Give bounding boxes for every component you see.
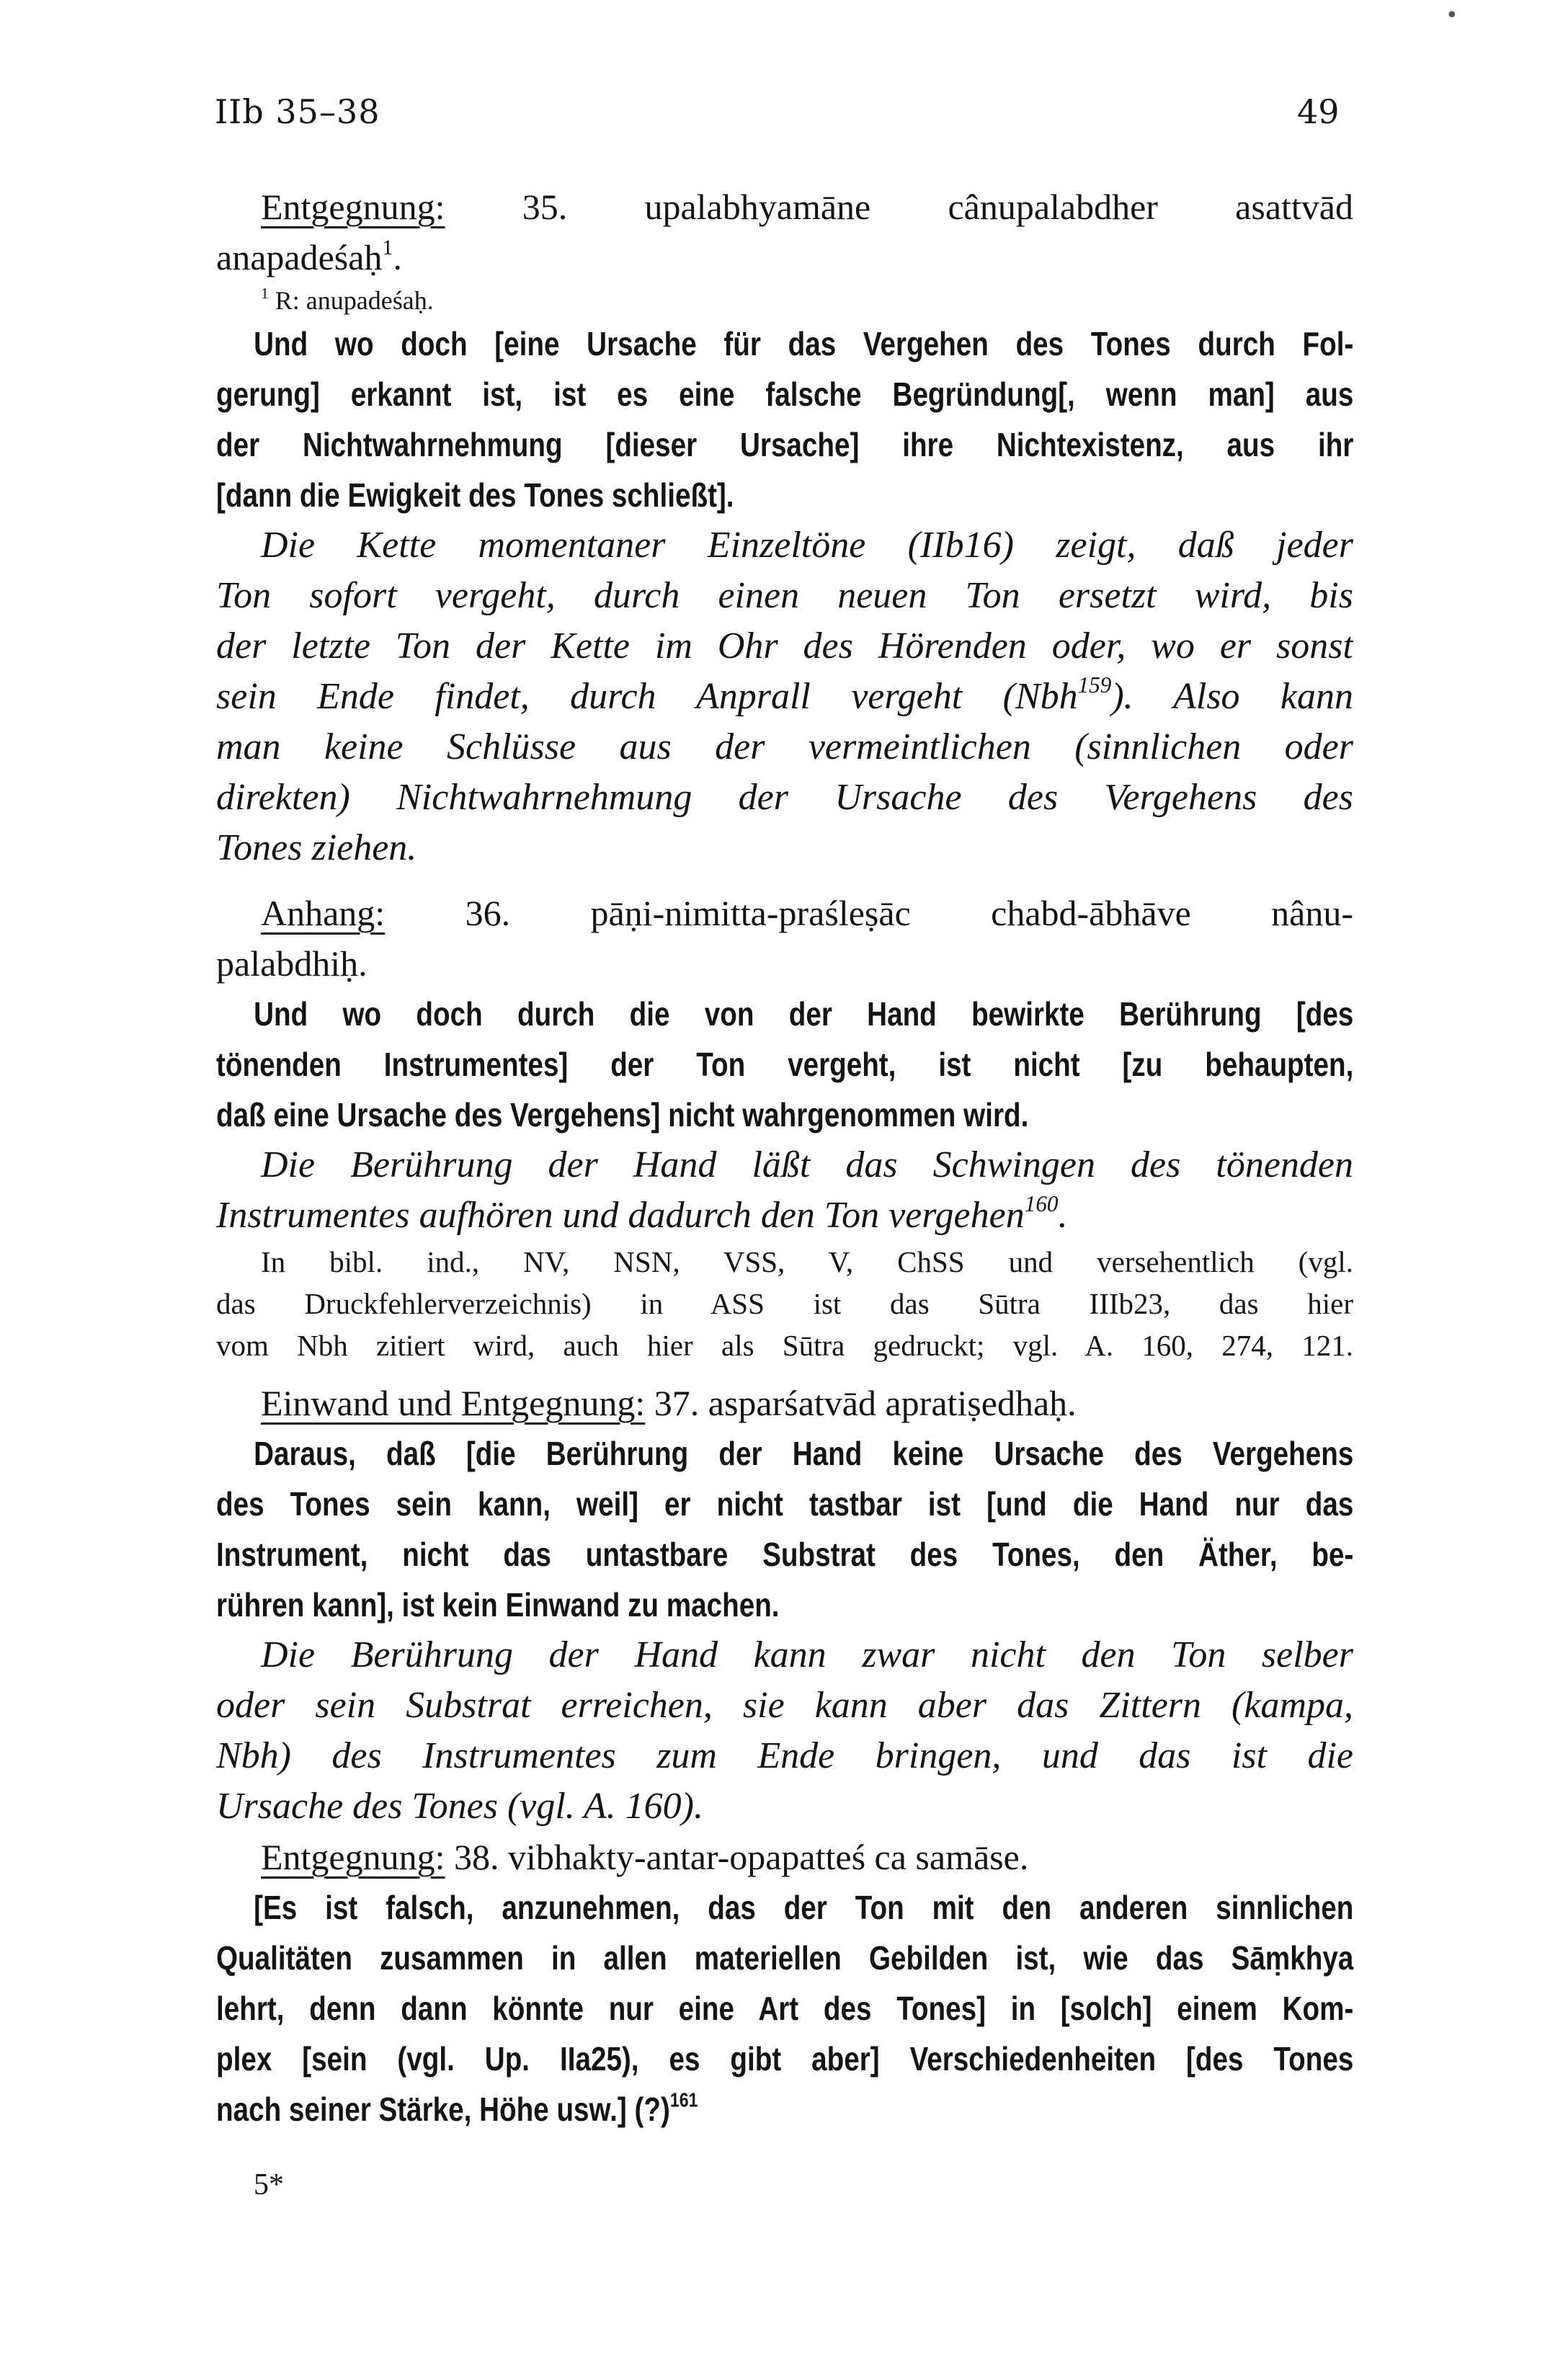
translation-37-line: des Tones sein kann, weil] er nicht tastbar ist [und die Hand nur das	[216, 1485, 1354, 1523]
translation-37-line: rühren kann], ist kein Einwand zu machen.	[216, 1586, 780, 1624]
commentary-37-line: Die Berührung der Hand kann zwar nicht den Ton selber	[261, 1634, 1353, 1675]
commentary-35-line: der letzte Ton der Kette im Ohr des Hörenden oder, wo er sonst	[216, 625, 1353, 667]
commentary-37-line: oder sein Substrat erreichen, sie kann aber das Zittern (kampa,	[216, 1685, 1353, 1726]
footnote-ref: 1	[382, 236, 393, 259]
note-ref-159: 159	[1077, 672, 1112, 698]
commentary-36-text: Instrumentes aufhören und dadurch den Ton vergehen	[216, 1195, 1025, 1236]
commentary-35-line: Tones ziehen.	[216, 827, 417, 868]
translation-36-line: tönenden Instrumentes] der Ton vergeht, ist nicht [zu behaupten,	[216, 1046, 1354, 1083]
editorial-note-line: In bibl. ind., NV, NSN, VSS, V, ChSS und versehentlich (vgl.	[261, 1245, 1353, 1278]
commentary-35-text: ). Also kann	[1111, 676, 1353, 717]
sutra-38-text: 38. vibhakty-antar-opapatteś ca samāse.	[445, 1837, 1029, 1877]
translation-37-line: Daraus, daß [die Berührung der Hand keine Ursache des Vergehens	[254, 1435, 1354, 1472]
signature-mark: 5*	[254, 2168, 284, 2201]
translation-37-line: Instrument, nicht das untastbare Substrat des Tones, den Äther, be-	[216, 1536, 1354, 1573]
sutra-35-line-1	[216, 182, 1353, 232]
commentary-35-line: direkten) Nichtwahrnehmung der Ursache des Vergehens des	[216, 777, 1353, 818]
page-number: 49	[1297, 92, 1340, 131]
commentary-36-line	[216, 1190, 1353, 1241]
commentary-37-line: Nbh) des Instrumentes zum Ende bringen, und das ist die	[216, 1735, 1353, 1776]
translation-36-line: Und wo doch durch die von der Hand bewirkte Berührung [des	[254, 995, 1354, 1033]
sutra-37-text: 37. asparśatvād apratiṣedhaḥ.	[645, 1383, 1077, 1423]
commentary-36-line: Die Berührung der Hand läßt das Schwingen des tönenden	[261, 1144, 1353, 1185]
translation-35-line: der Nichtwahrnehmung [dieser Ursache] ihre Nichtexistenz, aus ihr	[216, 426, 1354, 463]
commentary-35-text: sein Ende findet, durch Anprall vergeht (Nbh	[216, 676, 1078, 717]
footnote-35	[216, 282, 1353, 319]
sutra-36-line-1	[216, 888, 1353, 938]
translation-38-line: [Es ist falsch, anzunehmen, das der Ton mit den anderen sinnlichen	[254, 1889, 1354, 1926]
sutra-35-text-2: anapadeśaḥ	[216, 237, 383, 277]
sutra-37-line	[216, 1378, 1353, 1428]
commentary-35-line: Ton sofort vergeht, durch einen neuen Ton ersetzt wird, bis	[216, 575, 1353, 616]
sutra-35-heading: Entgegnung:	[261, 187, 445, 227]
translation-38-line: plex [sein (vgl. Up. IIa25), es gibt aber] Verschiedenheiten [des Tones	[216, 2040, 1354, 2078]
translation-35-line: gerung] erkannt ist, ist es eine falsche Begründung[, wenn man] aus	[216, 375, 1354, 413]
sutra-36-heading: Anhang:	[261, 893, 386, 933]
translation-35-line: Und wo doch [eine Ursache für das Vergehen des Tones durch Fol-	[254, 325, 1354, 362]
footnote-text: R: anupadeśaḥ.	[268, 286, 434, 315]
editorial-note-line: vom Nbh zitiert wird, auch hier als Sūtra gedruckt; vgl. A. 160, 274, 121.	[216, 1329, 1353, 1362]
commentary-35-line: Die Kette momentaner Einzeltöne (IIb16) zeigt, daß jeder	[261, 525, 1353, 566]
sutra-36-line-2: palabdhiḥ.	[216, 943, 368, 984]
footnote-mark: 1	[261, 284, 269, 302]
translation-38-line: Qualitäten zusammen in allen materiellen Gebilden ist, wie das Sāṃkhya	[216, 1939, 1354, 1977]
sutra-36-text-1: 36. pāṇi-nimitta-praśleṣāc chabd-ābhāve nânu-	[385, 893, 1353, 933]
translation-38-line	[216, 2084, 1353, 2134]
translation-38-line: lehrt, denn dann könnte nur eine Art des Tones] in [solch] einem Kom-	[216, 1990, 1354, 2027]
translation-35-line: [dann die Ewigkeit des Tones schließt].	[216, 476, 734, 514]
note-ref-160: 160	[1024, 1191, 1059, 1217]
sutra-35-block	[216, 182, 1353, 873]
sutra-37-block	[216, 1378, 1353, 1832]
translation-36-line: daß eine Ursache des Vergehens] nicht wahrgenommen wird.	[216, 1096, 1029, 1134]
commentary-36-text: .	[1058, 1195, 1068, 1236]
sutra-35-text-1: 35. upalabhyamāne cânupalabdher asattvād	[445, 187, 1353, 227]
sutra-38-block	[216, 1832, 1353, 2134]
sutra-37-heading: Einwand und Entgegnung:	[261, 1383, 646, 1423]
sutra-38-line	[216, 1832, 1353, 1882]
sutra-36-block	[216, 888, 1353, 1366]
commentary-35-line: man keine Schlüsse aus der vermeintlichen (sinnlichen oder	[216, 726, 1353, 767]
note-ref-161: 161	[669, 2088, 698, 2111]
translation-38-text: nach seiner Stärke, Höhe usw.] (?)	[216, 2090, 670, 2128]
sutra-35-line-2: anapadeśaḥ$^1$.	[216, 236, 402, 277]
running-title: IIb 35–38	[215, 92, 380, 131]
commentary-37-line: Ursache des Tones (vgl. A. 160).	[216, 1786, 703, 1827]
sutra-38-heading: Entgegnung:	[261, 1837, 445, 1877]
commentary-35-line	[216, 672, 1353, 722]
print-speck: •	[1446, 3, 1458, 28]
editorial-note-line: das Druckfehlerverzeichnis) in ASS ist das Sūtra IIIb23, das hier	[216, 1287, 1353, 1320]
